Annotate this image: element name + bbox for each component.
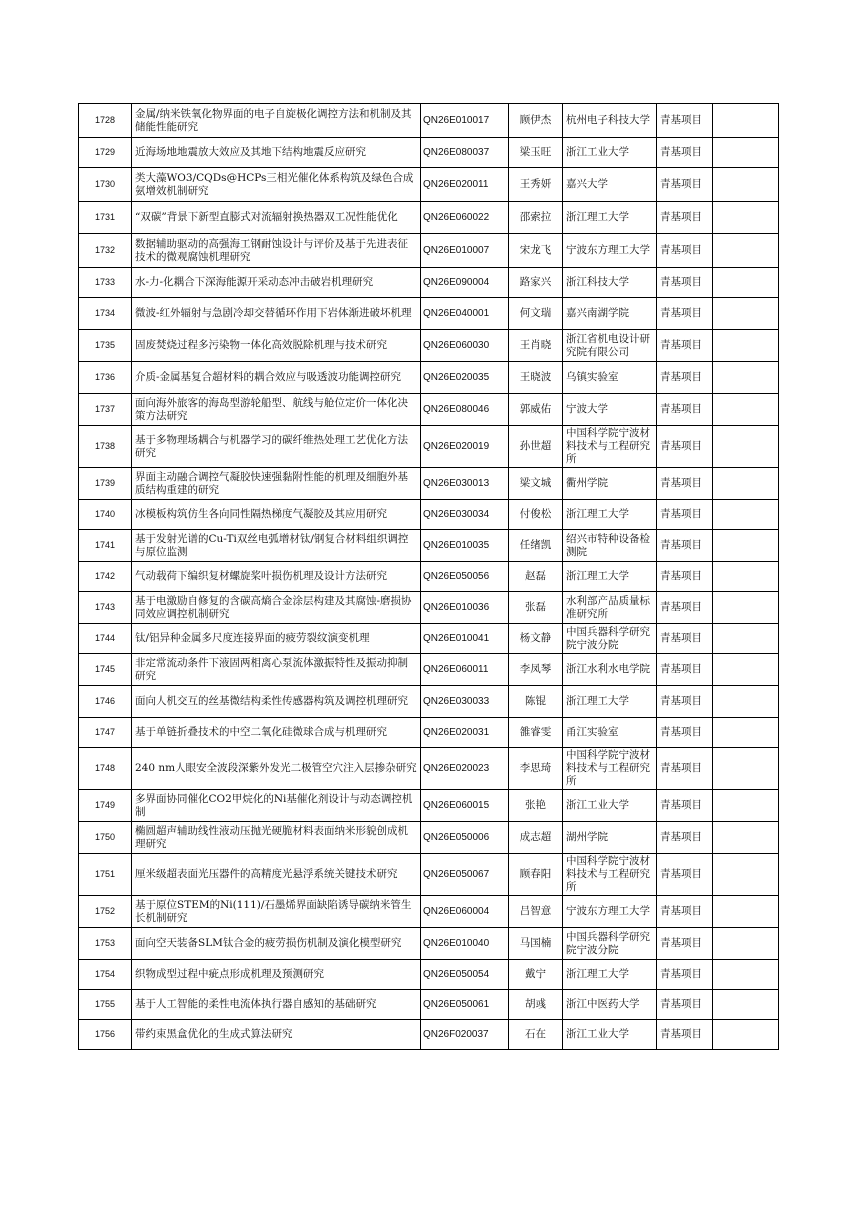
- project-title: “双碳”背景下新型直膨式对流辐射换热器双工况性能优化: [132, 202, 421, 234]
- row-number: 1737: [79, 394, 132, 426]
- project-code: QN26E060004: [421, 896, 509, 928]
- institution: 浙江理工大学: [563, 500, 657, 530]
- applicant-name: 成志超: [509, 822, 563, 854]
- table-row: [79, 654, 779, 686]
- project-type: 青基项目: [657, 268, 713, 298]
- row-number: 1741: [79, 530, 132, 562]
- institution: 嘉兴大学: [563, 168, 657, 202]
- table-row: [79, 562, 779, 592]
- table-row: [79, 896, 779, 928]
- applicant-name: 雒睿雯: [509, 718, 563, 748]
- applicant-name: 何文瑞: [509, 298, 563, 330]
- project-type: 青基项目: [657, 960, 713, 990]
- project-type: 青基项目: [657, 138, 713, 168]
- remark: [713, 530, 779, 562]
- remark: [713, 854, 779, 896]
- project-title: 基于单链折叠技术的中空二氧化硅微球合成与机理研究: [132, 718, 421, 748]
- row-number: 1746: [79, 686, 132, 718]
- row-number: 1738: [79, 426, 132, 468]
- institution: 浙江理工大学: [563, 562, 657, 592]
- project-title: 厘米级超表面光压器件的高精度光悬浮系统关键技术研究: [132, 854, 421, 896]
- remark: [713, 990, 779, 1020]
- project-code: QN26E010040: [421, 928, 509, 960]
- institution: 浙江省机电设计研究院有限公司: [563, 330, 657, 362]
- institution: 浙江理工大学: [563, 202, 657, 234]
- row-number: 1728: [79, 104, 132, 138]
- project-type: 青基项目: [657, 654, 713, 686]
- applicant-name: 胡彧: [509, 990, 563, 1020]
- applicant-name: 王秀妍: [509, 168, 563, 202]
- table-row: [79, 138, 779, 168]
- remark: [713, 562, 779, 592]
- project-type: 青基项目: [657, 168, 713, 202]
- applicant-name: 赵磊: [509, 562, 563, 592]
- institution: 浙江科技大学: [563, 268, 657, 298]
- project-code: QN26E010007: [421, 234, 509, 268]
- remark: [713, 104, 779, 138]
- project-title: 多界面协同催化CO2甲烷化的Ni基催化剂设计与动态调控机制: [132, 790, 421, 822]
- institution: 浙江中医药大学: [563, 990, 657, 1020]
- table-row: [79, 330, 779, 362]
- institution: 中国兵器科学研究院宁波分院: [563, 928, 657, 960]
- project-type: 青基项目: [657, 854, 713, 896]
- project-code: QN26E010035: [421, 530, 509, 562]
- applicant-name: 戴宁: [509, 960, 563, 990]
- project-code: QN26E060022: [421, 202, 509, 234]
- table-row: [79, 718, 779, 748]
- applicant-name: 王肖晓: [509, 330, 563, 362]
- project-type: 青基项目: [657, 362, 713, 394]
- remark: [713, 790, 779, 822]
- applicant-name: 梁文城: [509, 468, 563, 500]
- row-number: 1744: [79, 624, 132, 654]
- project-title: 带约束黑盒优化的生成式算法研究: [132, 1020, 421, 1050]
- project-code: QN26E050054: [421, 960, 509, 990]
- institution: 宁波大学: [563, 394, 657, 426]
- table-row: [79, 468, 779, 500]
- row-number: 1743: [79, 592, 132, 624]
- project-code: QN26E060011: [421, 654, 509, 686]
- project-code: QN26E020011: [421, 168, 509, 202]
- project-code: QN26F020037: [421, 1020, 509, 1050]
- project-title: 钛/铝异种金属多尺度连接界面的疲劳裂纹演变机理: [132, 624, 421, 654]
- row-number: 1750: [79, 822, 132, 854]
- project-title: 织物成型过程中疵点形成机理及预测研究: [132, 960, 421, 990]
- table-row: [79, 500, 779, 530]
- project-code: QN26E030033: [421, 686, 509, 718]
- project-title: 基于多物理场耦合与机器学习的碳纤维热处理工艺优化方法研究: [132, 426, 421, 468]
- row-number: 1734: [79, 298, 132, 330]
- project-title: 界面主动融合调控气凝胶快速强黏附性能的机理及细胞外基质结构重建的研究: [132, 468, 421, 500]
- row-number: 1748: [79, 748, 132, 790]
- applicant-name: 邵索拉: [509, 202, 563, 234]
- remark: [713, 624, 779, 654]
- applicant-name: 吕智意: [509, 896, 563, 928]
- applicant-name: 张磊: [509, 592, 563, 624]
- applicant-name: 李思琦: [509, 748, 563, 790]
- project-title: 240 nm人眼安全波段深紫外发光二极管空穴注入层掺杂研究: [132, 748, 421, 790]
- institution: 浙江理工大学: [563, 960, 657, 990]
- project-code: QN26E060030: [421, 330, 509, 362]
- remark: [713, 202, 779, 234]
- project-type: 青基项目: [657, 234, 713, 268]
- row-number: 1729: [79, 138, 132, 168]
- project-title: 基于发射光谱的Cu-Ti双丝电弧增材钛/钢复合材料组织调控与原位监测: [132, 530, 421, 562]
- project-code: QN26E090004: [421, 268, 509, 298]
- applicant-name: 孙世超: [509, 426, 563, 468]
- project-type: 青基项目: [657, 298, 713, 330]
- table-row: [79, 362, 779, 394]
- project-type: 青基项目: [657, 896, 713, 928]
- remark: [713, 500, 779, 530]
- applicant-name: 任绪凯: [509, 530, 563, 562]
- project-code: QN26E050061: [421, 990, 509, 1020]
- project-title: 基于人工智能的柔性电流体执行器自感知的基础研究: [132, 990, 421, 1020]
- table-row: [79, 928, 779, 960]
- table-row: [79, 624, 779, 654]
- project-code: QN26E010041: [421, 624, 509, 654]
- remark: [713, 426, 779, 468]
- institution: 中国兵器科学研究院宁波分院: [563, 624, 657, 654]
- project-type: 青基项目: [657, 202, 713, 234]
- project-title: 数据辅助驱动的高强海工钢耐蚀设计与评价及基于先进表征技术的微观腐蚀机理研究: [132, 234, 421, 268]
- project-code: QN26E080046: [421, 394, 509, 426]
- row-number: 1730: [79, 168, 132, 202]
- project-table: [78, 103, 779, 1050]
- applicant-name: 郭威佑: [509, 394, 563, 426]
- row-number: 1749: [79, 790, 132, 822]
- row-number: 1732: [79, 234, 132, 268]
- applicant-name: 王晓波: [509, 362, 563, 394]
- project-code: QN26E030034: [421, 500, 509, 530]
- project-title: 微波-红外辐射与急剧冷却交替循环作用下岩体渐进破坏机理: [132, 298, 421, 330]
- project-type: 青基项目: [657, 104, 713, 138]
- project-type: 青基项目: [657, 426, 713, 468]
- institution: 浙江工业大学: [563, 1020, 657, 1050]
- table-row: [79, 790, 779, 822]
- project-type: 青基项目: [657, 990, 713, 1020]
- remark: [713, 686, 779, 718]
- project-code: QN26E050067: [421, 854, 509, 896]
- table-row: [79, 854, 779, 896]
- row-number: 1745: [79, 654, 132, 686]
- project-title: 椭圆超声辅助线性液动压抛光硬脆材料表面纳米形貌创成机理研究: [132, 822, 421, 854]
- remark: [713, 234, 779, 268]
- table-body: [79, 104, 779, 1050]
- remark: [713, 822, 779, 854]
- institution: 浙江工业大学: [563, 138, 657, 168]
- project-title: 冰模板构筑仿生各向同性隔热梯度气凝胶及其应用研究: [132, 500, 421, 530]
- project-title: 固废焚烧过程多污染物一体化高效脱除机理与技术研究: [132, 330, 421, 362]
- project-type: 青基项目: [657, 1020, 713, 1050]
- row-number: 1755: [79, 990, 132, 1020]
- project-type: 青基项目: [657, 500, 713, 530]
- applicant-name: 张艳: [509, 790, 563, 822]
- table-row: [79, 530, 779, 562]
- applicant-name: 石在: [509, 1020, 563, 1050]
- applicant-name: 马国楠: [509, 928, 563, 960]
- remark: [713, 748, 779, 790]
- project-code: QN26E050006: [421, 822, 509, 854]
- project-title: 基于电激励自修复的含碳高熵合金涂层构建及其腐蚀-磨损协同效应调控机制研究: [132, 592, 421, 624]
- row-number: 1742: [79, 562, 132, 592]
- project-title: 水-力-化耦合下深海能源开采动态冲击破岩机理研究: [132, 268, 421, 298]
- project-type: 青基项目: [657, 562, 713, 592]
- table-row: [79, 268, 779, 298]
- remark: [713, 298, 779, 330]
- applicant-name: 付俊松: [509, 500, 563, 530]
- institution: 衢州学院: [563, 468, 657, 500]
- table-row: [79, 686, 779, 718]
- table-row: [79, 104, 779, 138]
- project-code: QN26E080037: [421, 138, 509, 168]
- table-row: [79, 202, 779, 234]
- institution: 浙江水利水电学院: [563, 654, 657, 686]
- row-number: 1753: [79, 928, 132, 960]
- project-type: 青基项目: [657, 592, 713, 624]
- applicant-name: 顾春阳: [509, 854, 563, 896]
- row-number: 1736: [79, 362, 132, 394]
- institution: 乌镇实验室: [563, 362, 657, 394]
- row-number: 1733: [79, 268, 132, 298]
- applicant-name: 李凤琴: [509, 654, 563, 686]
- institution: 绍兴市特种设备检测院: [563, 530, 657, 562]
- remark: [713, 168, 779, 202]
- project-code: QN26E040001: [421, 298, 509, 330]
- project-type: 青基项目: [657, 686, 713, 718]
- project-title: 气动载荷下编织复材螺旋桨叶损伤机理及设计方法研究: [132, 562, 421, 592]
- project-title: 类大藻WO3/CQDs@HCPs三相光催化体系构筑及绿色合成氨增效机制研究: [132, 168, 421, 202]
- remark: [713, 468, 779, 500]
- institution: 水利部产品质量标准研究所: [563, 592, 657, 624]
- applicant-name: 梁玉旺: [509, 138, 563, 168]
- project-title: 近海场地地震放大效应及其地下结构地震反应研究: [132, 138, 421, 168]
- project-type: 青基项目: [657, 748, 713, 790]
- project-code: QN26E010017: [421, 104, 509, 138]
- institution: 宁波东方理工大学: [563, 896, 657, 928]
- project-type: 青基项目: [657, 624, 713, 654]
- table-row: [79, 822, 779, 854]
- table-row: [79, 990, 779, 1020]
- institution: 杭州电子科技大学: [563, 104, 657, 138]
- institution: 中国科学院宁波材料技术与工程研究所: [563, 854, 657, 896]
- project-type: 青基项目: [657, 530, 713, 562]
- project-type: 青基项目: [657, 330, 713, 362]
- project-type: 青基项目: [657, 928, 713, 960]
- remark: [713, 654, 779, 686]
- applicant-name: 顾伊杰: [509, 104, 563, 138]
- project-type: 青基项目: [657, 790, 713, 822]
- row-number: 1756: [79, 1020, 132, 1050]
- table-row: [79, 426, 779, 468]
- project-code: QN26E060015: [421, 790, 509, 822]
- project-title: 基于原位STEM的Ni(111)/石墨烯界面缺陷诱导碳纳米管生长机制研究: [132, 896, 421, 928]
- applicant-name: 路家兴: [509, 268, 563, 298]
- row-number: 1747: [79, 718, 132, 748]
- remark: [713, 896, 779, 928]
- remark: [713, 1020, 779, 1050]
- institution: 甬江实验室: [563, 718, 657, 748]
- institution: 浙江理工大学: [563, 686, 657, 718]
- table-row: [79, 1020, 779, 1050]
- project-title: 面向空天装备SLM钛合金的疲劳损伤机制及演化模型研究: [132, 928, 421, 960]
- table-row: [79, 748, 779, 790]
- institution: 宁波东方理工大学: [563, 234, 657, 268]
- applicant-name: 宋龙飞: [509, 234, 563, 268]
- project-title: 面向人机交互的丝基微结构柔性传感器构筑及调控机理研究: [132, 686, 421, 718]
- row-number: 1754: [79, 960, 132, 990]
- row-number: 1751: [79, 854, 132, 896]
- project-type: 青基项目: [657, 394, 713, 426]
- remark: [713, 330, 779, 362]
- project-type: 青基项目: [657, 468, 713, 500]
- applicant-name: 杨文静: [509, 624, 563, 654]
- row-number: 1731: [79, 202, 132, 234]
- project-title: 介质-金属基复合超材料的耦合效应与吸透波功能调控研究: [132, 362, 421, 394]
- project-title: 金属/纳米铁氧化物界面的电子自旋极化调控方法和机制及其储能性能研究: [132, 104, 421, 138]
- remark: [713, 138, 779, 168]
- table-row: [79, 960, 779, 990]
- remark: [713, 362, 779, 394]
- table-row: [79, 234, 779, 268]
- applicant-name: 陈锟: [509, 686, 563, 718]
- project-code: QN26E020019: [421, 426, 509, 468]
- project-code: QN26E030013: [421, 468, 509, 500]
- table-row: [79, 394, 779, 426]
- remark: [713, 960, 779, 990]
- remark: [713, 268, 779, 298]
- institution: 中国科学院宁波材料技术与工程研究所: [563, 748, 657, 790]
- project-type: 青基项目: [657, 718, 713, 748]
- project-code: QN26E020031: [421, 718, 509, 748]
- table-row: [79, 592, 779, 624]
- institution: 湖州学院: [563, 822, 657, 854]
- institution: 中国科学院宁波材料技术与工程研究所: [563, 426, 657, 468]
- remark: [713, 718, 779, 748]
- row-number: 1735: [79, 330, 132, 362]
- project-title: 面向海外旅客的海岛型游轮船型、航线与舱位定价一体化决策方法研究: [132, 394, 421, 426]
- table-row: [79, 298, 779, 330]
- project-code: QN26E020035: [421, 362, 509, 394]
- institution: 浙江工业大学: [563, 790, 657, 822]
- project-code: QN26E010036: [421, 592, 509, 624]
- row-number: 1740: [79, 500, 132, 530]
- row-number: 1739: [79, 468, 132, 500]
- project-code: QN26E050056: [421, 562, 509, 592]
- row-number: 1752: [79, 896, 132, 928]
- project-title: 非定常流动条件下液固两相离心泵流体激振特性及振动抑制研究: [132, 654, 421, 686]
- remark: [713, 592, 779, 624]
- institution: 嘉兴南湖学院: [563, 298, 657, 330]
- project-code: QN26E020023: [421, 748, 509, 790]
- table-row: [79, 168, 779, 202]
- remark: [713, 928, 779, 960]
- remark: [713, 394, 779, 426]
- project-type: 青基项目: [657, 822, 713, 854]
